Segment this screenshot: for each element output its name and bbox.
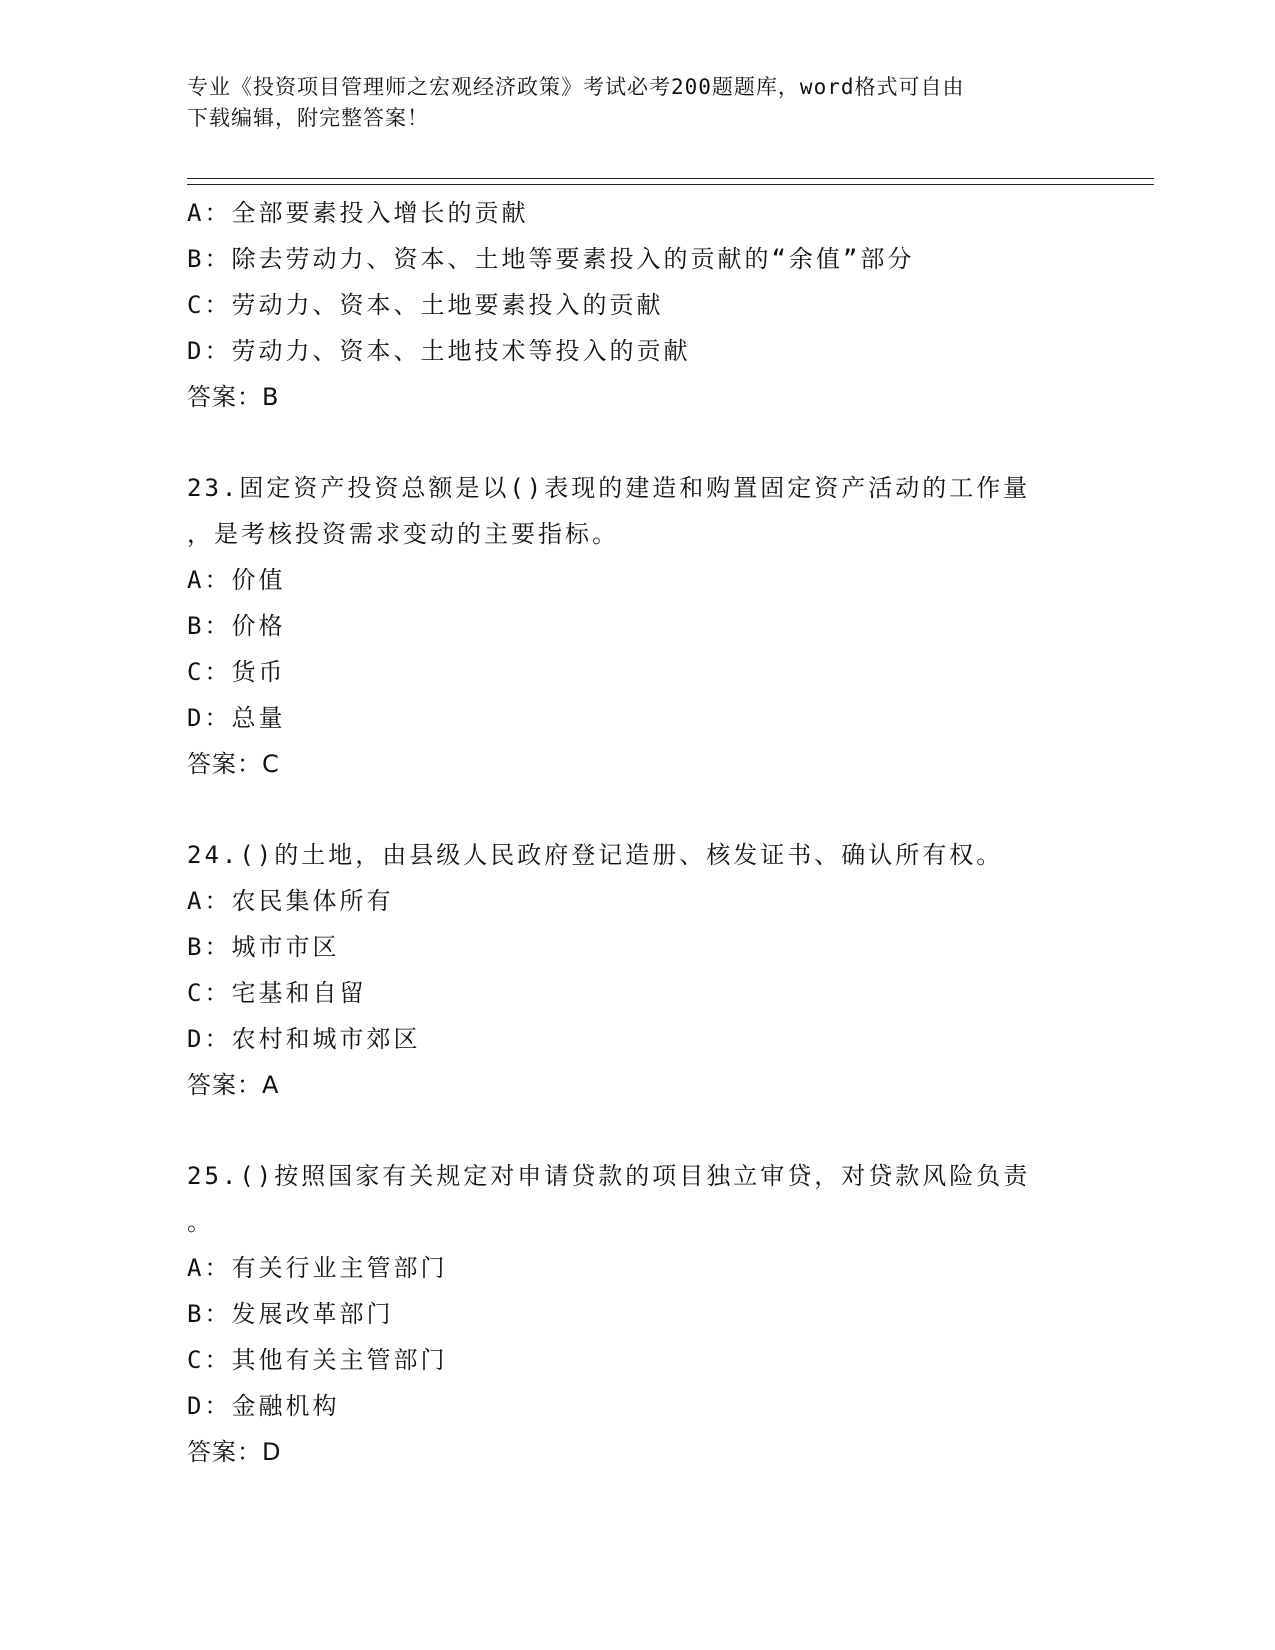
answer: 答案：B — [187, 383, 280, 411]
option-d: D：总量 — [187, 704, 286, 732]
document-header — [187, 72, 1087, 134]
option-c: C：宅基和自留 — [187, 979, 367, 1007]
option-d: D：劳动力、资本、土地技术等投入的贡献 — [187, 337, 691, 365]
option-a: A：价值 — [187, 566, 286, 594]
question-25 — [187, 1153, 1087, 1475]
option-b: B：价格 — [187, 612, 286, 640]
option-c: C：货币 — [187, 658, 286, 686]
header-line-2: 下载编辑，附完整答案！ — [187, 106, 429, 130]
question-stem: 23.固定资产投资总额是以()表现的建造和购置固定资产活动的工作量 — [187, 474, 1031, 502]
option-d: D：农村和城市郊区 — [187, 1025, 421, 1053]
question-stem-continued: 。 — [187, 1208, 214, 1236]
question-stem: 25.()按照国家有关规定对申请贷款的项目独立审贷，对贷款风险负责 — [187, 1162, 1031, 1190]
option-c: C：劳动力、资本、土地要素投入的贡献 — [187, 291, 664, 319]
question-22 — [187, 190, 1087, 420]
option-a: A：农民集体所有 — [187, 887, 394, 915]
question-23 — [187, 465, 1087, 787]
option-b: B：除去劳动力、资本、土地等要素投入的贡献的“余值”部分 — [187, 245, 915, 273]
question-24 — [187, 832, 1087, 1108]
header-line-1: 专业《投资项目管理师之宏观经济政策》考试必考200题题库，word格式可自由 — [187, 75, 965, 99]
option-b: B：城市市区 — [187, 933, 340, 961]
answer: 答案：C — [187, 750, 280, 778]
option-a: A：全部要素投入增长的贡献 — [187, 199, 529, 227]
option-d: D：金融机构 — [187, 1392, 340, 1420]
option-b: B：发展改革部门 — [187, 1300, 394, 1328]
question-stem-continued: ，是考核投资需求变动的主要指标。 — [187, 520, 619, 548]
header-divider — [187, 178, 1154, 185]
answer: 答案：A — [187, 1071, 280, 1099]
option-a: A：有关行业主管部门 — [187, 1254, 448, 1282]
question-stem: 24.()的土地，由县级人民政府登记造册、核发证书、确认所有权。 — [187, 841, 1004, 869]
option-c: C：其他有关主管部门 — [187, 1346, 448, 1374]
question-list — [187, 190, 1087, 1475]
answer: 答案：D — [187, 1438, 282, 1466]
